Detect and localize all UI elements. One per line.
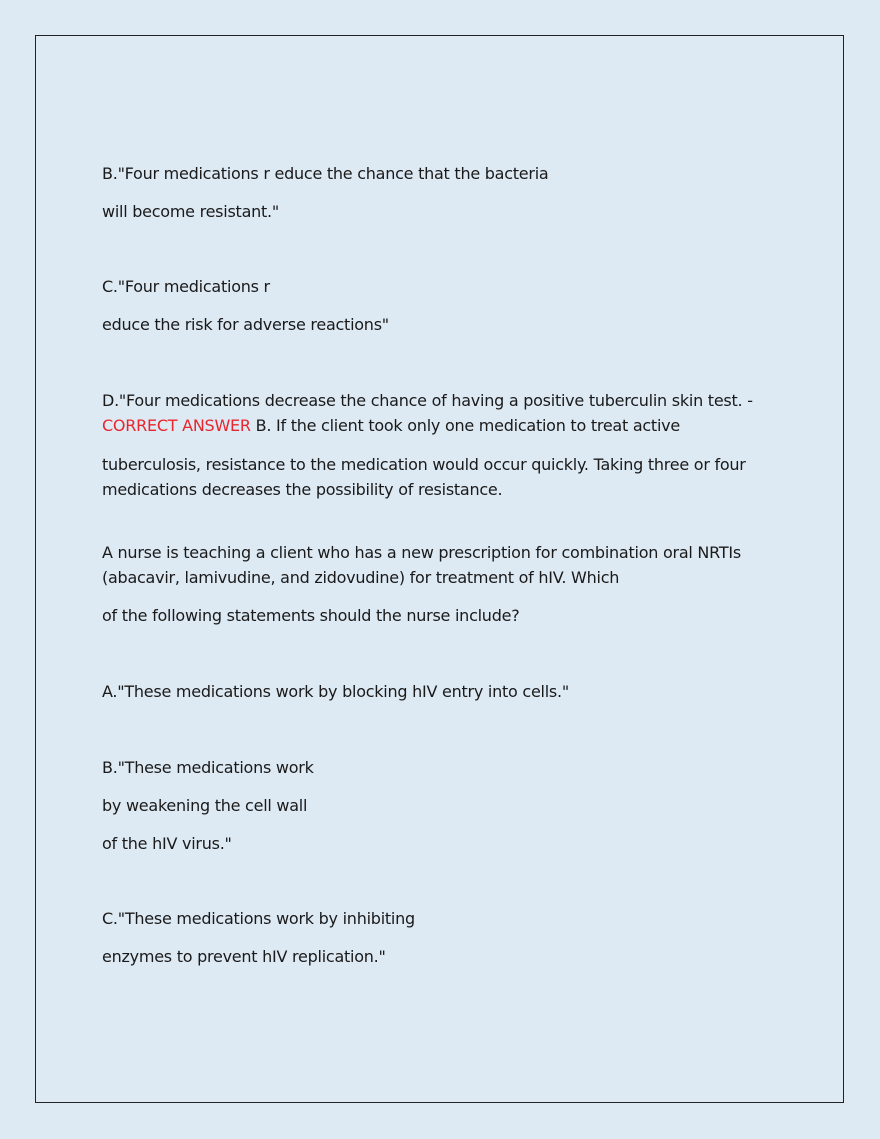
- q1-option-d-line1: D."Four medications decrease the chance of having a positive tuberculin skin test. -: [102, 391, 753, 410]
- q2-stem-line1: A nurse is teaching a client who has a new prescription for combination oral NRTIs: [102, 543, 741, 562]
- correct-answer-label: CORRECT ANSWER: [102, 416, 251, 435]
- q1-answer-line3: medications decreases the possibility of resistance.: [102, 480, 503, 499]
- q1-option-b-line2: will become resistant.": [102, 202, 279, 221]
- q2-option-b-line2: by weakening the cell wall: [102, 796, 308, 815]
- q1-option-c-line2: educe the risk for adverse reactions": [102, 315, 389, 334]
- q2-option-b-line1: B."These medications work: [102, 758, 314, 777]
- q2-option-c-line1: C."These medications work by inhibiting: [102, 909, 415, 928]
- q2-option-a: A."These medications work by blocking hIV entry into cells.": [102, 682, 569, 701]
- q1-answer-line1-text: B. If the client took only one medication to treat active: [250, 416, 680, 435]
- q1-option-b-line1: B."Four medications r educe the chance that the bacteria: [102, 164, 549, 183]
- q2-option-b-line3: of the hIV virus.": [102, 834, 232, 853]
- q1-answer-line1: [102, 413, 680, 438]
- q2-stem-line2: (abacavir, lamivudine, and zidovudine) for treatment of hIV. Which: [102, 568, 620, 587]
- q1-answer-line2: tuberculosis, resistance to the medication would occur quickly. Taking three or four: [102, 455, 746, 474]
- q1-option-c-line1: C."Four medications r: [102, 277, 270, 296]
- q2-option-c-line2: enzymes to prevent hIV replication.": [102, 947, 386, 966]
- q2-stem-line3: of the following statements should the nurse include?: [102, 606, 520, 625]
